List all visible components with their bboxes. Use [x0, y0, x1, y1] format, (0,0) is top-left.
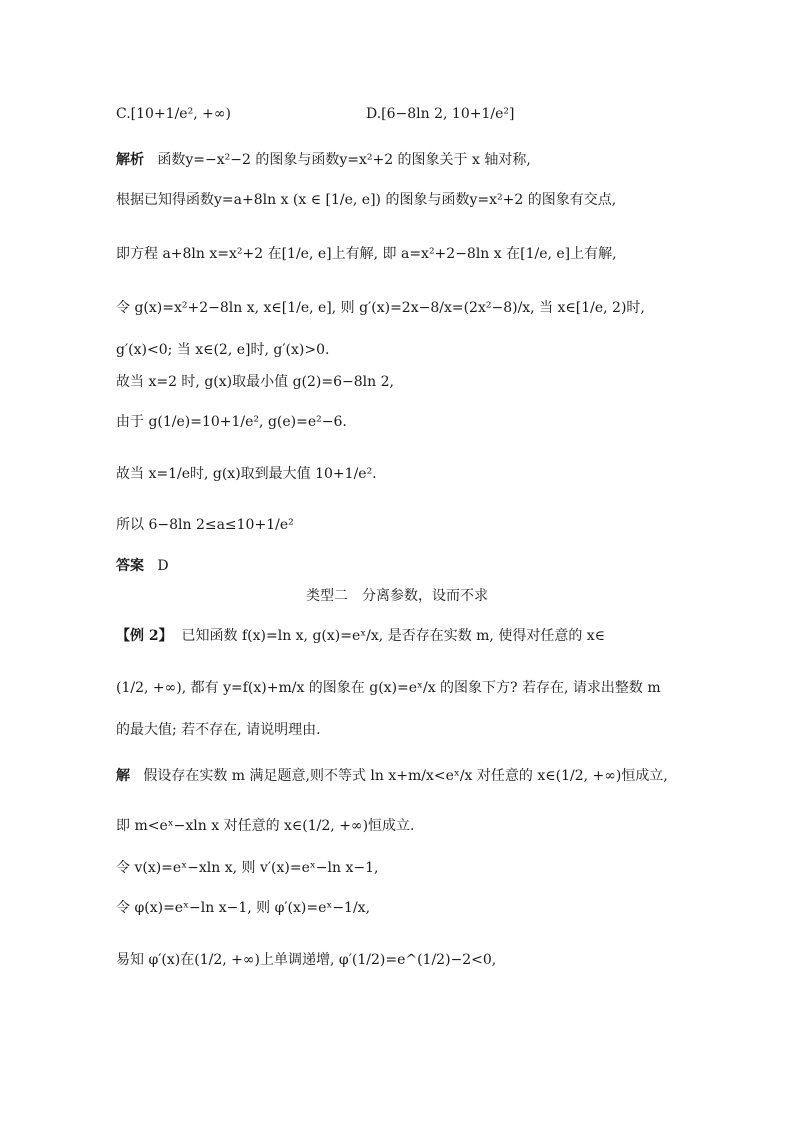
answer2-text-5: 易知 φ′(x)在(1/2, +∞)上单调递增, φ′(1/2)=e^(1/2)−2<0,: [116, 952, 497, 968]
solution-line-5: [116, 340, 329, 360]
example-line-1: [116, 626, 605, 646]
answer2-text-1: 假设存在实数 m 满足题意,则不等式 ln x+m/x<eˣ/x 对任意的 x∈(1/2, +∞)恒成立,: [143, 768, 668, 784]
example-text-1: 已知函数 f(x)=ln x, g(x)=eˣ/x, 是否存在实数 m, 使得对任意的 x∈: [181, 628, 606, 644]
solution-line-3: [116, 244, 617, 264]
solution-text-2: 根据已知得函数y=a+8ln x (x ∈ [1/e, e]) 的图象与函数y=x²+2 的图象有交点,: [116, 192, 617, 208]
answer2-line-4: [116, 898, 370, 918]
option-c-text: C.[10+1/e², +∞): [116, 106, 231, 122]
solution-line-9: [116, 515, 294, 535]
example-label: 【例 2】: [116, 628, 173, 644]
answer2-line-2: [116, 816, 415, 836]
answer-label: 答案: [116, 558, 144, 574]
solution-text-6: 故当 x=2 时, g(x)取最小值 g(2)=6−8ln 2,: [116, 374, 394, 390]
answer-value: D: [157, 558, 169, 574]
answer2-text-2: 即 m<eˣ−xln x 对任意的 x∈(1/2, +∞)恒成立.: [116, 818, 415, 834]
section-title: [0, 586, 794, 606]
solution-line-4: [116, 298, 645, 318]
example-line-3: [116, 720, 321, 740]
solution-text-3: 即方程 a+8ln x=x²+2 在[1/e, e]上有解, 即 a=x²+2−8ln x 在[1/e, e]上有解,: [116, 246, 617, 262]
solution-label: 解析: [116, 152, 144, 168]
answer2-text-4: 令 φ(x)=eˣ−ln x−1, 则 φ′(x)=eˣ−1/x,: [116, 900, 371, 916]
solution-text-5: g′(x)<0; 当 x∈(2, e]时, g′(x)>0.: [116, 342, 330, 358]
option-d-text: D.[6−8ln 2, 10+1/e²]: [366, 106, 515, 122]
solution-text-7: 由于 g(1/e)=10+1/e², g(e)=e²−6.: [116, 414, 347, 430]
option-c: [116, 104, 231, 124]
answer2-line-1: [116, 766, 668, 786]
solution-line-2: [116, 190, 616, 210]
solution-text-8: 故当 x=1/e时, g(x)取到最大值 10+1/e².: [116, 466, 377, 482]
answer-line: [116, 556, 169, 576]
option-d: [366, 104, 514, 124]
solution-line-1: [116, 150, 531, 170]
solution-line-6: [116, 372, 394, 392]
solution-text-4: 令 g(x)=x²+2−8ln x, x∈[1/e, e], 则 g′(x)=2x−8/x=(2x²−8)/x, 当 x∈[1/e, 2)时,: [116, 300, 645, 316]
answer2-line-3: [116, 858, 378, 878]
solution-line-8: [116, 464, 377, 484]
section-title-text: 类型二 分离参数，设而不求: [306, 588, 488, 604]
example-text-2: (1/2, +∞), 都有 y=f(x)+m/x 的图象在 g(x)=eˣ/x 的图象下方? 若存在, 请求出整数 m: [116, 680, 661, 696]
solution-text-1: 函数y=−x²−2 的图象与函数y=x²+2 的图象关于 x 轴对称,: [157, 152, 531, 168]
solution-text-9: 所以 6−8ln 2≤a≤10+1/e²: [116, 517, 294, 533]
example-text-3: 的最大值; 若不存在, 请说明理由.: [116, 722, 321, 738]
answer2-label: 解: [116, 768, 130, 784]
answer2-line-5: [116, 950, 496, 970]
solution-line-7: [116, 412, 347, 432]
answer2-text-3: 令 v(x)=eˣ−xln x, 则 v′(x)=eˣ−ln x−1,: [116, 860, 379, 876]
example-line-2: [116, 678, 661, 698]
